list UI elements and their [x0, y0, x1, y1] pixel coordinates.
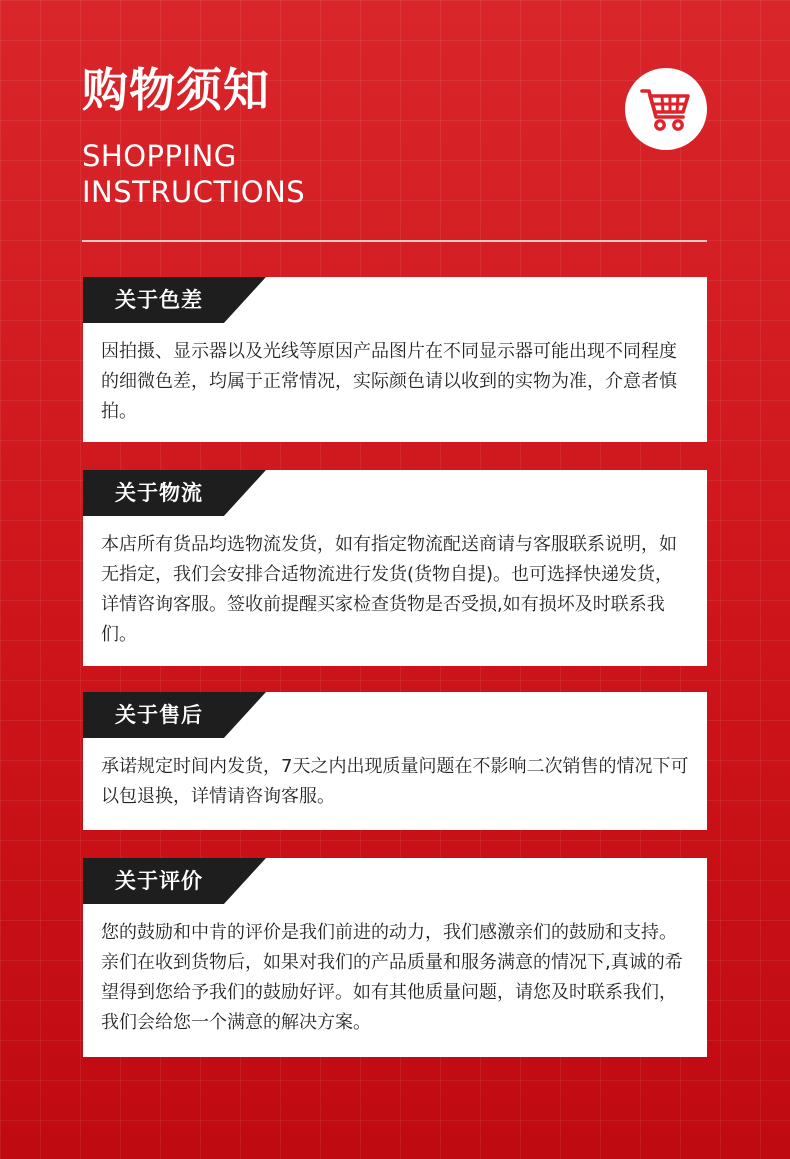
section-logistics [83, 470, 707, 666]
section-title: 关于物流 [115, 481, 203, 505]
subtitle-line-1: SHOPPING [82, 139, 237, 173]
page-title: 购物须知 [82, 63, 270, 117]
subtitle-line-2: INSTRUCTIONS [82, 175, 306, 209]
section-reviews [83, 858, 707, 1057]
section-title: 关于色差 [115, 288, 203, 312]
section-title: 关于售后 [115, 703, 203, 727]
section-color-difference [83, 277, 707, 442]
section-title: 关于评价 [115, 869, 203, 893]
section-body: 您的鼓励和中肯的评价是我们前进的动力，我们感激亲们的鼓励和支持。亲们在收到货物后，如果对我们的产品质量和服务满意的情况下,真诚的希望得到您给予我们的鼓励好评。如有其他质量问题，请您及时联系我们，我们会给您一个满意的解决方案。 [101, 922, 683, 1033]
section-after-sales [83, 692, 707, 830]
section-body: 因拍摄、显示器以及光线等原因产品图片在不同显示器可能出现不同程度的细微色差，均属于正常情况，实际颜色请以收到的实物为准，介意者慎拍。 [101, 341, 677, 422]
section-body: 承诺规定时间内发货，7天之内出现质量问题在不影响二次销售的情况下可以包退换，详情请咨询客服。 [101, 756, 689, 807]
page-subtitle [82, 138, 305, 210]
shopping-cart-icon [640, 85, 692, 133]
section-body: 本店所有货品均选物流发货，如有指定物流配送商请与客服联系说明，如无指定，我们会安排合适物流进行发货(货物自提)。也可选择快递发货，详情咨询客服。签收前提醒买家检查货物是否受损,如有损坏及时联系我们。 [101, 534, 677, 645]
cart-badge [625, 68, 707, 150]
header-divider [82, 240, 707, 242]
